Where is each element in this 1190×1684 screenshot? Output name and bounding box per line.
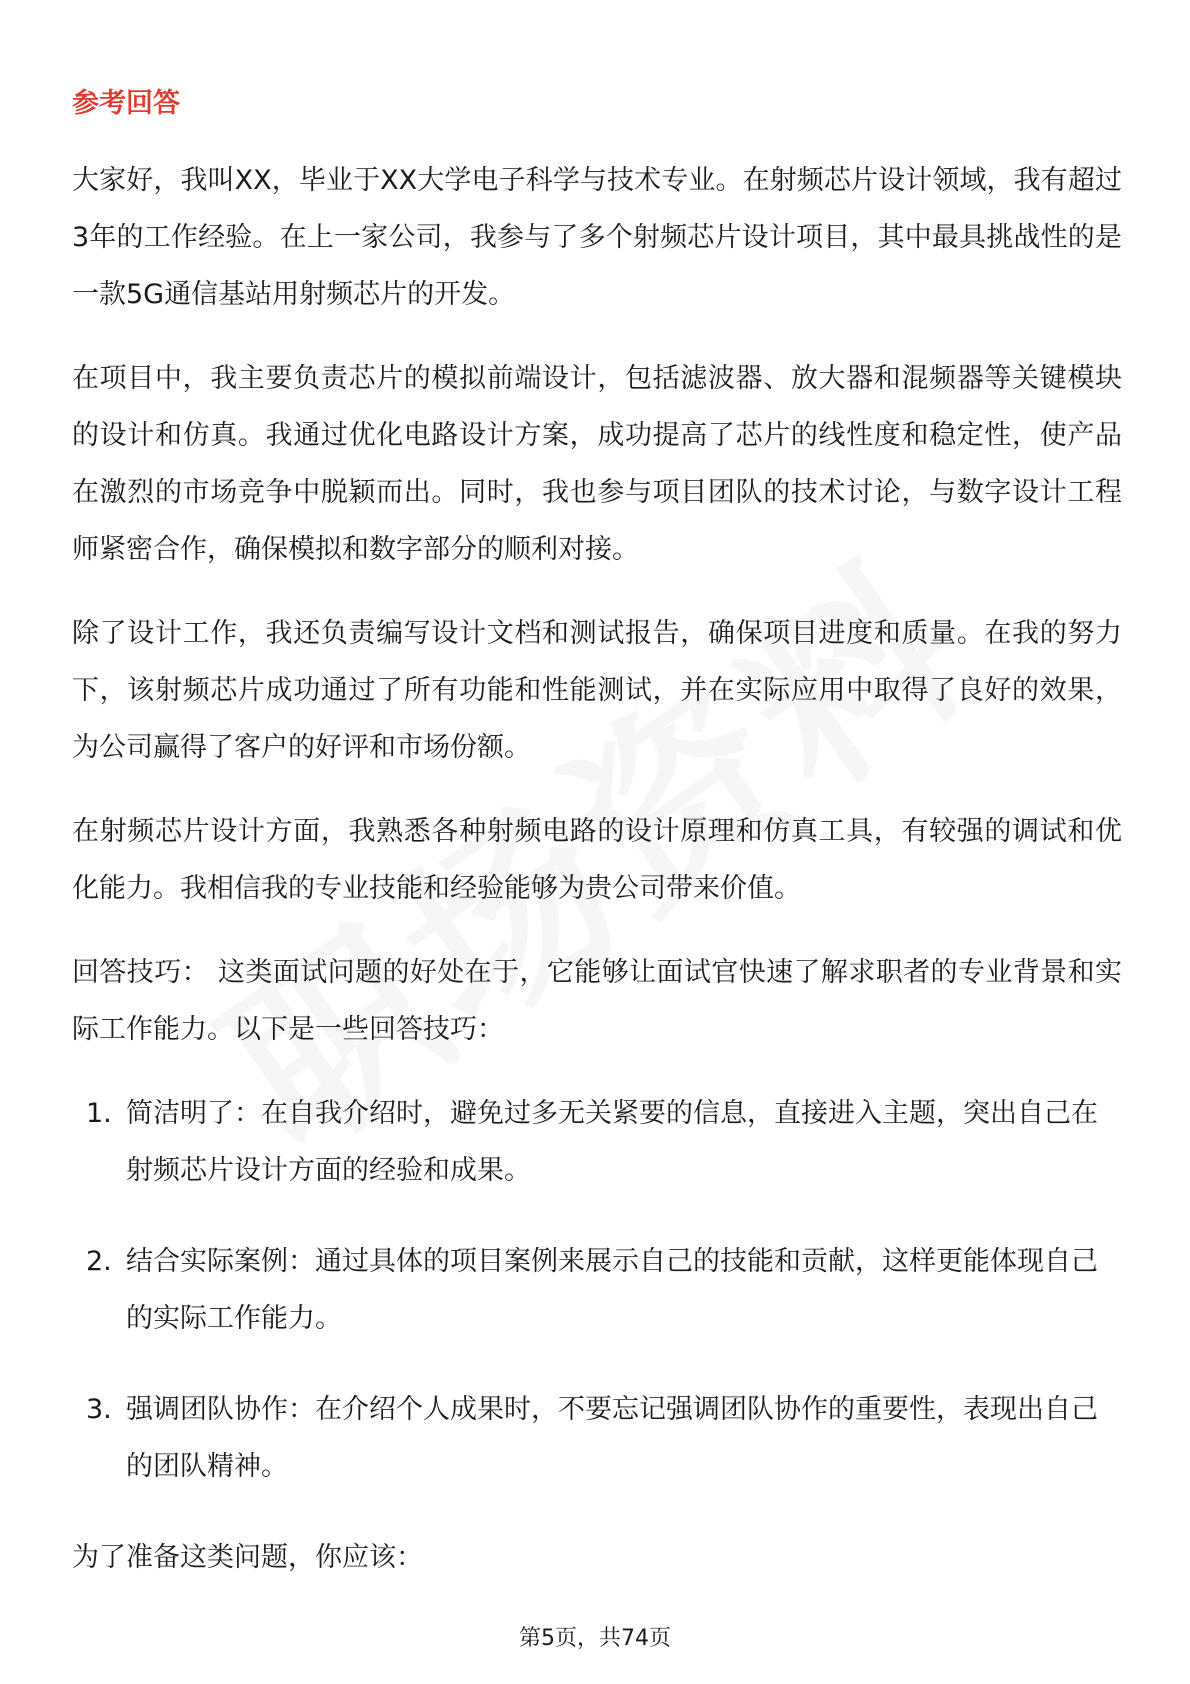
list-item-text: 强调团队协作：在介绍个人成果时，不要忘记强调团队协作的重要性，表现出自己的团队精神。 (126, 1394, 1098, 1482)
list-item-number: 2. (86, 1246, 112, 1277)
paragraph-tips-intro: 回答技巧： 这类面试问题的好处在于，它能够让面试官快速了解求职者的专业背景和实际工作能力。以下是一些回答技巧： (72, 957, 1122, 1045)
list-item (72, 1233, 1122, 1347)
list-item-text: 简洁明了：在自我介绍时，避免过多无关紧要的信息，直接进入主题，突出自己在射频芯片设计方面的经验和成果。 (126, 1098, 1098, 1186)
document-body (72, 84, 1122, 1613)
list-item (72, 1085, 1122, 1199)
list-item-number: 1. (86, 1098, 112, 1129)
paragraph-documentation: 除了设计工作，我还负责编写设计文档和测试报告，确保项目进度和质量。在我的努力下，该射频芯片成功通过了所有功能和性能测试，并在实际应用中取得了良好的效果，为公司赢得了客户的好评和市场份额。 (72, 618, 1122, 763)
list-item (72, 1381, 1122, 1495)
list-item-text: 结合实际案例：通过具体的项目案例来展示自己的技能和贡献，这样更能体现自己的实际工作能力。 (126, 1246, 1098, 1334)
page-footer: 第5页，共74页 (519, 1626, 671, 1651)
paragraph-skills: 在射频芯片设计方面，我熟悉各种射频电路的设计原理和仿真工具，有较强的调试和优化能力。我相信我的专业技能和经验能够为贵公司带来价值。 (72, 816, 1122, 904)
paragraph-closing: 为了准备这类问题，你应该： (72, 1542, 423, 1573)
paragraph-intro: 大家好，我叫XX，毕业于XX大学电子科学与技术专业。在射频芯片设计领域，我有超过3年的工作经验。在上一家公司，我参与了多个射频芯片设计项目，其中最具挑战性的是一款5G通信基站用射频芯片的开发。 (72, 165, 1122, 310)
section-title: 参考回答 (72, 88, 180, 119)
tips-list (72, 1085, 1122, 1495)
list-item-number: 3. (86, 1394, 112, 1425)
paragraph-project: 在项目中，我主要负责芯片的模拟前端设计，包括滤波器、放大器和混频器等关键模块的设计和仿真。我通过优化电路设计方案，成功提高了芯片的线性度和稳定性，使产品在激烈的市场竞争中脱颖而出。同时，我也参与项目团队的技术讨论，与数字设计工程师紧密合作，确保模拟和数字部分的顺利对接。 (72, 363, 1122, 565)
